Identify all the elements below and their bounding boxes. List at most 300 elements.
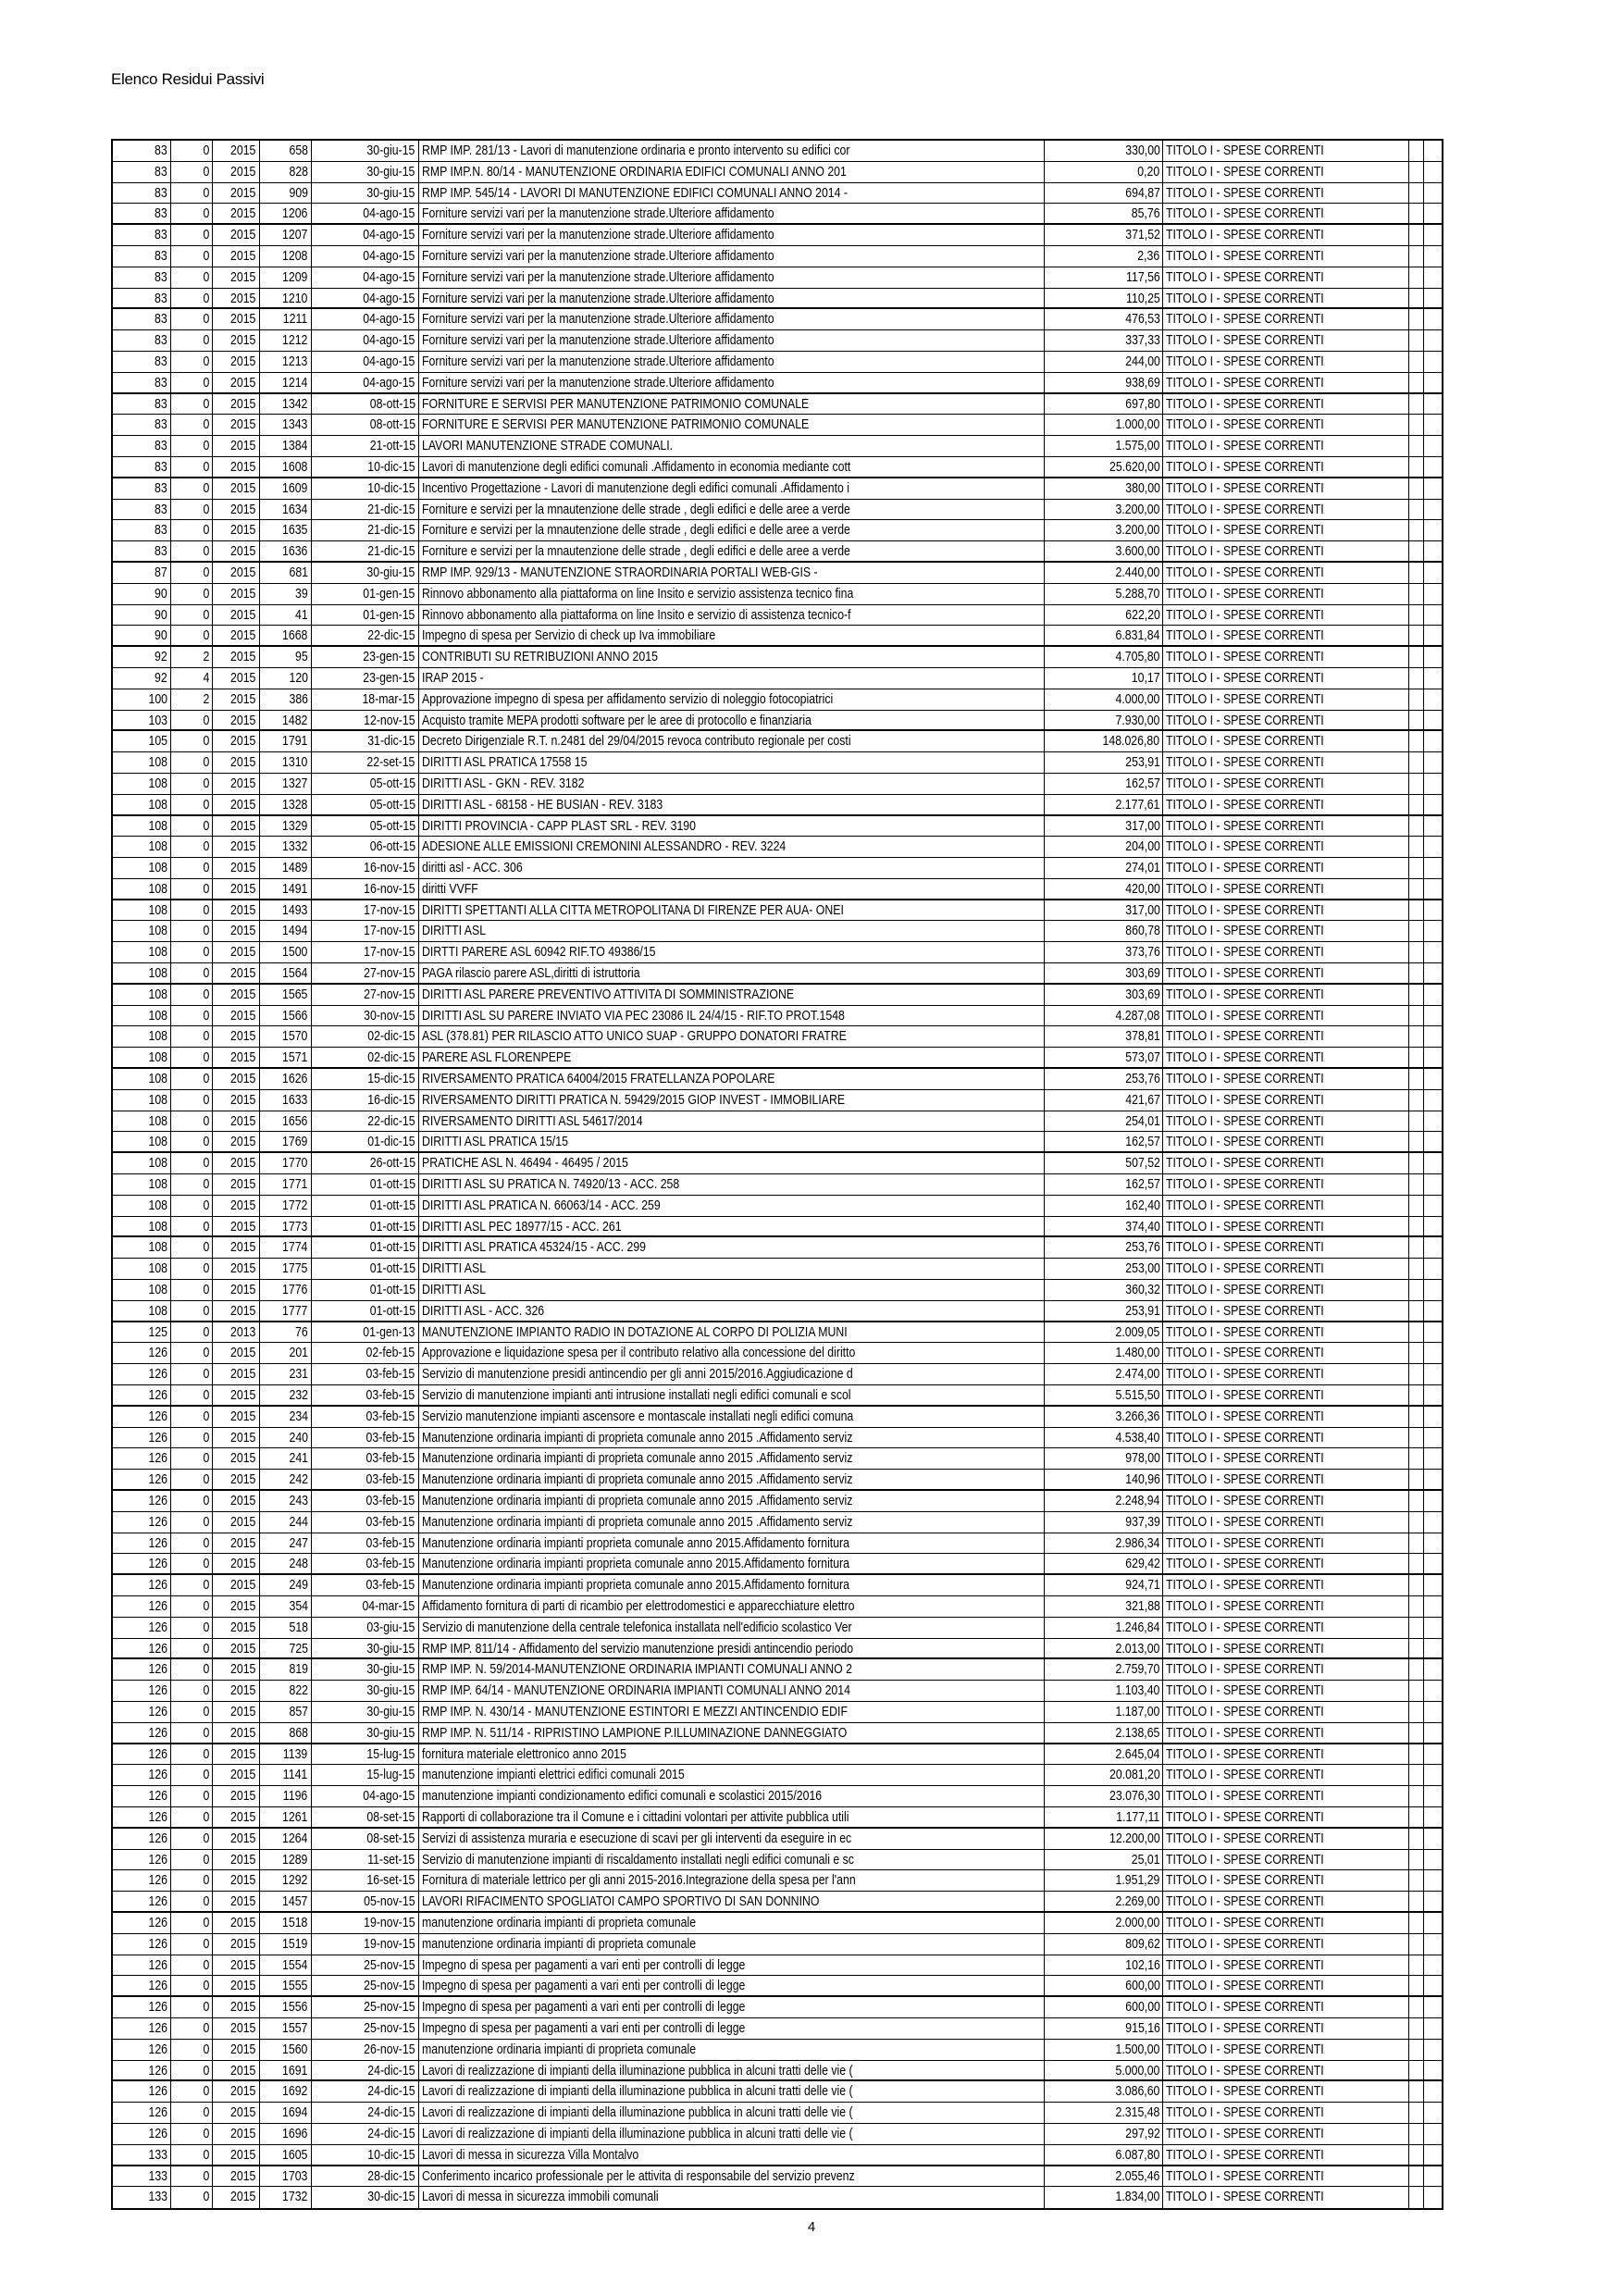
capitolo-cell: 83 (113, 394, 171, 415)
empty-cell (1409, 1639, 1424, 1658)
numero-cell: 1656 (260, 1111, 312, 1132)
capitolo-cell: 126 (113, 1343, 171, 1363)
empty-cell (1424, 2145, 1442, 2165)
descrizione-cell: DIRITTI ASL (419, 1259, 1045, 1279)
empty-cell (1409, 183, 1424, 204)
articolo-cell: 0 (171, 162, 213, 182)
table-row (113, 2187, 1442, 2208)
articolo-cell: 0 (171, 1153, 213, 1173)
articolo-cell: 0 (171, 1026, 213, 1047)
empty-cell (1409, 1280, 1424, 1300)
titolo-cell: TITOLO I - SPESE CORRENTI (1163, 752, 1409, 773)
anno-cell: 2015 (213, 1196, 260, 1216)
articolo-cell: 0 (171, 246, 213, 267)
data-cell: 16-nov-15 (312, 879, 419, 899)
articolo-cell: 0 (171, 225, 213, 245)
titolo-cell: TITOLO I - SPESE CORRENTI (1163, 795, 1409, 814)
table-row (113, 478, 1442, 500)
empty-cell (1424, 963, 1442, 983)
descrizione-cell: Forniture servizi vari per la manutenzione strade.Ulteriore affidamento (419, 309, 1045, 329)
table-row (113, 289, 1442, 310)
importo-cell: 6.831,84 (1045, 626, 1164, 645)
empty-cell (1424, 1807, 1442, 1827)
descrizione-cell: Servizio manutenzione impianti ascensore e montascale installati negli edifici comuna (419, 1407, 1045, 1427)
descrizione-cell: RMP IMP. N. 430/14 - MANUTENZIONE ESTINTORI E MEZZI ANTINCENDIO EDIF (419, 1702, 1045, 1722)
data-cell: 01-gen-15 (312, 584, 419, 604)
table-row (113, 942, 1442, 963)
anno-cell: 2015 (213, 225, 260, 245)
importo-cell: 938,69 (1045, 373, 1164, 392)
descrizione-cell: DIRITTI ASL - GKN - REV. 3182 (419, 774, 1045, 794)
empty-cell (1409, 1744, 1424, 1765)
titolo-cell: TITOLO I - SPESE CORRENTI (1163, 1892, 1409, 1911)
anno-cell: 2015 (213, 1090, 260, 1111)
capitolo-cell: 108 (113, 1153, 171, 1173)
descrizione-cell: Lavori di realizzazione di impianti della illuminazione pubblica in alcuni tratti delle vie ( (419, 2124, 1045, 2144)
importo-cell: 1.103,40 (1045, 1681, 1164, 1701)
data-cell: 30-nov-15 (312, 1006, 419, 1026)
capitolo-cell: 83 (113, 330, 171, 351)
anno-cell: 2015 (213, 689, 260, 710)
data-cell: 03-feb-15 (312, 1470, 419, 1489)
empty-cell (1424, 204, 1442, 223)
table-row (113, 415, 1442, 436)
numero-cell: 1771 (260, 1174, 312, 1195)
empty-cell (1409, 541, 1424, 561)
anno-cell: 2015 (213, 1280, 260, 1300)
capitolo-cell: 126 (113, 1385, 171, 1405)
empty-cell (1424, 731, 1442, 751)
importo-cell: 860,78 (1045, 921, 1164, 941)
empty-cell (1424, 921, 1442, 941)
capitolo-cell: 126 (113, 1407, 171, 1427)
articolo-cell: 0 (171, 2145, 213, 2165)
empty-cell (1409, 647, 1424, 667)
capitolo-cell: 100 (113, 689, 171, 710)
empty-cell (1409, 942, 1424, 962)
numero-cell: 76 (260, 1322, 312, 1343)
numero-cell: 1571 (260, 1048, 312, 1067)
table-row (113, 162, 1442, 183)
articolo-cell: 0 (171, 2103, 213, 2123)
articolo-cell: 0 (171, 752, 213, 773)
numero-cell: 1636 (260, 541, 312, 561)
empty-cell (1409, 1850, 1424, 1870)
articolo-cell: 0 (171, 1343, 213, 1363)
table-row (113, 1744, 1442, 1766)
importo-cell: 25.620,00 (1045, 457, 1164, 477)
data-cell: 24-dic-15 (312, 2124, 419, 2144)
empty-cell (1409, 858, 1424, 878)
table-row (113, 626, 1442, 647)
descrizione-cell: Manutenzione ordinaria impianti di proprieta comunale anno 2015 .Affidamento serviz (419, 1512, 1045, 1533)
articolo-cell: 0 (171, 711, 213, 730)
titolo-cell: TITOLO I - SPESE CORRENTI (1163, 1237, 1409, 1258)
importo-cell: 1.575,00 (1045, 436, 1164, 456)
anno-cell: 2015 (213, 1153, 260, 1173)
numero-cell: 1214 (260, 373, 312, 392)
numero-cell: 1770 (260, 1153, 312, 1173)
capitolo-cell: 108 (113, 774, 171, 794)
descrizione-cell: Forniture e servizi per la mnautenzione delle strade , degli edifici e delle aree a verde (419, 520, 1045, 540)
table-row (113, 1196, 1442, 1217)
importo-cell: 162,40 (1045, 1196, 1164, 1216)
titolo-cell: TITOLO I - SPESE CORRENTI (1163, 246, 1409, 267)
anno-cell: 2015 (213, 1448, 260, 1469)
importo-cell: 253,76 (1045, 1069, 1164, 1089)
capitolo-cell: 108 (113, 1301, 171, 1321)
descrizione-cell: DIRITTI ASL SU PRATICA N. 74920/13 - ACC. 258 (419, 1174, 1045, 1195)
empty-cell (1424, 330, 1442, 351)
numero-cell: 240 (260, 1428, 312, 1448)
anno-cell: 2015 (213, 1533, 260, 1554)
table-row (113, 520, 1442, 541)
importo-cell: 297,92 (1045, 2124, 1164, 2144)
empty-cell (1424, 415, 1442, 435)
data-cell: 30-giu-15 (312, 563, 419, 583)
table-row (113, 1090, 1442, 1111)
anno-cell: 2015 (213, 1681, 260, 1701)
empty-cell (1409, 436, 1424, 456)
articolo-cell: 0 (171, 1870, 213, 1891)
empty-cell (1409, 1723, 1424, 1743)
numero-cell: 1457 (260, 1892, 312, 1911)
anno-cell: 2015 (213, 204, 260, 223)
table-row (113, 2081, 1442, 2103)
empty-cell (1409, 1702, 1424, 1722)
capitolo-cell: 108 (113, 1048, 171, 1067)
importo-cell: 600,00 (1045, 1997, 1164, 2017)
table-row (113, 816, 1442, 838)
numero-cell: 1775 (260, 1259, 312, 1279)
table-row (113, 2018, 1442, 2040)
anno-cell: 2015 (213, 1829, 260, 1849)
table-row (113, 1955, 1442, 1977)
data-cell: 21-dic-15 (312, 520, 419, 540)
importo-cell: 6.087,80 (1045, 2145, 1164, 2165)
articolo-cell: 0 (171, 985, 213, 1005)
importo-cell: 2.000,00 (1045, 1913, 1164, 1933)
empty-cell (1424, 605, 1442, 626)
titolo-cell: TITOLO I - SPESE CORRENTI (1163, 2018, 1409, 2039)
importo-cell: 374,40 (1045, 1217, 1164, 1236)
importo-cell: 204,00 (1045, 837, 1164, 857)
anno-cell: 2015 (213, 246, 260, 267)
data-cell: 04-ago-15 (312, 267, 419, 288)
capitolo-cell: 108 (113, 1174, 171, 1195)
anno-cell: 2015 (213, 520, 260, 540)
articolo-cell: 0 (171, 2081, 213, 2102)
capitolo-cell: 108 (113, 1237, 171, 1258)
numero-cell: 120 (260, 668, 312, 689)
titolo-cell: TITOLO I - SPESE CORRENTI (1163, 162, 1409, 182)
numero-cell: 1555 (260, 1976, 312, 1995)
numero-cell: 1691 (260, 2061, 312, 2080)
anno-cell: 2015 (213, 1955, 260, 1976)
empty-cell (1424, 1659, 1442, 1680)
descrizione-cell: IRAP 2015 - (419, 668, 1045, 689)
numero-cell: 518 (260, 1618, 312, 1638)
importo-cell: 1.834,00 (1045, 2187, 1164, 2208)
data-cell: 23-gen-15 (312, 647, 419, 667)
titolo-cell: TITOLO I - SPESE CORRENTI (1163, 267, 1409, 288)
data-cell: 03-feb-15 (312, 1407, 419, 1427)
anno-cell: 2015 (213, 1976, 260, 1995)
titolo-cell: TITOLO I - SPESE CORRENTI (1163, 500, 1409, 520)
numero-cell: 39 (260, 584, 312, 604)
empty-cell (1424, 1069, 1442, 1089)
empty-cell (1424, 1892, 1442, 1911)
table-row (113, 1618, 1442, 1639)
empty-cell (1424, 162, 1442, 182)
data-cell: 05-nov-15 (312, 1892, 419, 1911)
empty-cell (1409, 1006, 1424, 1026)
descrizione-cell: Manutenzione ordinaria impianti di proprieta comunale anno 2015 .Affidamento serviz (419, 1448, 1045, 1469)
importo-cell: 3.086,60 (1045, 2081, 1164, 2102)
data-cell: 03-feb-15 (312, 1448, 419, 1469)
anno-cell: 2015 (213, 711, 260, 730)
capitolo-cell: 126 (113, 1997, 171, 2017)
numero-cell: 1494 (260, 921, 312, 941)
table-row (113, 795, 1442, 816)
descrizione-cell: DIRITTI ASL PRATICA N. 66063/14 - ACC. 259 (419, 1196, 1045, 1216)
empty-cell (1409, 1407, 1424, 1427)
numero-cell: 1554 (260, 1955, 312, 1976)
data-cell: 02-feb-15 (312, 1343, 419, 1363)
numero-cell: 1564 (260, 963, 312, 983)
numero-cell: 1635 (260, 520, 312, 540)
descrizione-cell: RMP IMP. 811/14 - Affidamento del servizio manutenzione presidi antincendio periodo (419, 1639, 1045, 1658)
capitolo-cell: 90 (113, 584, 171, 604)
table-row (113, 2124, 1442, 2145)
numero-cell: 1310 (260, 752, 312, 773)
empty-cell (1424, 1870, 1442, 1891)
descrizione-cell: Forniture servizi vari per la manutenzione strade.Ulteriore affidamento (419, 330, 1045, 351)
anno-cell: 2015 (213, 1026, 260, 1047)
empty-cell (1424, 1913, 1442, 1933)
titolo-cell: TITOLO I - SPESE CORRENTI (1163, 816, 1409, 837)
descrizione-cell: RIVERSAMENTO DIRITTI PRATICA N. 59429/2015 GIOP INVEST - IMMOBILIARE (419, 1090, 1045, 1111)
capitolo-cell: 126 (113, 1955, 171, 1976)
capitolo-cell: 103 (113, 711, 171, 730)
numero-cell: 247 (260, 1533, 312, 1554)
empty-cell (1409, 289, 1424, 308)
empty-cell (1409, 141, 1424, 161)
titolo-cell: TITOLO I - SPESE CORRENTI (1163, 647, 1409, 667)
titolo-cell: TITOLO I - SPESE CORRENTI (1163, 1659, 1409, 1680)
data-cell: 18-mar-15 (312, 689, 419, 710)
descrizione-cell: Fornitura di materiale lettrico per gli anni 2015-2016.Integrazione della spesa per l'ann (419, 1870, 1045, 1891)
data-cell: 30-giu-15 (312, 1639, 419, 1658)
titolo-cell: TITOLO I - SPESE CORRENTI (1163, 1533, 1409, 1554)
data-cell: 26-ott-15 (312, 1153, 419, 1173)
empty-cell (1409, 1913, 1424, 1933)
empty-cell (1424, 858, 1442, 878)
numero-cell: 1518 (260, 1913, 312, 1933)
empty-cell (1409, 1385, 1424, 1405)
empty-cell (1424, 1111, 1442, 1132)
numero-cell: 1327 (260, 774, 312, 794)
articolo-cell: 0 (171, 1997, 213, 2017)
descrizione-cell: Servizio di manutenzione della centrale telefonica installata nell'edificio scolastico Ver (419, 1618, 1045, 1638)
titolo-cell: TITOLO I - SPESE CORRENTI (1163, 668, 1409, 689)
empty-cell (1424, 225, 1442, 245)
importo-cell: 317,00 (1045, 900, 1164, 921)
descrizione-cell: FORNITURE E SERVISI PER MANUTENZIONE PATRIMONIO COMUNALE (419, 415, 1045, 435)
numero-cell: 1264 (260, 1829, 312, 1849)
titolo-cell: TITOLO I - SPESE CORRENTI (1163, 731, 1409, 751)
titolo-cell: TITOLO I - SPESE CORRENTI (1163, 1196, 1409, 1216)
articolo-cell: 0 (171, 584, 213, 604)
data-cell: 01-ott-15 (312, 1301, 419, 1321)
data-cell: 30-giu-15 (312, 1659, 419, 1680)
empty-cell (1424, 1090, 1442, 1111)
descrizione-cell: DIRITTI ASL PRATICA 45324/15 - ACC. 299 (419, 1237, 1045, 1258)
empty-cell (1409, 1681, 1424, 1701)
titolo-cell: TITOLO I - SPESE CORRENTI (1163, 563, 1409, 583)
importo-cell: 0,20 (1045, 162, 1164, 182)
importo-cell: 162,57 (1045, 774, 1164, 794)
data-cell: 16-nov-15 (312, 858, 419, 878)
descrizione-cell: Servizio di manutenzione impianti di riscaldamento installati negli edifici comunali e sc (419, 1850, 1045, 1870)
data-cell: 24-dic-15 (312, 2081, 419, 2102)
articolo-cell: 0 (171, 1596, 213, 1617)
document-title: Elenco Residui Passivi (111, 70, 265, 88)
anno-cell: 2015 (213, 731, 260, 751)
importo-cell: 254,01 (1045, 1111, 1164, 1132)
titolo-cell: TITOLO I - SPESE CORRENTI (1163, 309, 1409, 329)
importo-cell: 117,56 (1045, 267, 1164, 288)
empty-cell (1409, 457, 1424, 477)
empty-cell (1424, 1428, 1442, 1448)
descrizione-cell: manutenzione impianti elettrici edifici comunali 2015 (419, 1765, 1045, 1785)
numero-cell: 1332 (260, 837, 312, 857)
empty-cell (1424, 2187, 1442, 2208)
articolo-cell: 2 (171, 689, 213, 710)
importo-cell: 1.177,11 (1045, 1807, 1164, 1827)
anno-cell: 2015 (213, 1259, 260, 1279)
articolo-cell: 0 (171, 1174, 213, 1195)
table-row (113, 373, 1442, 394)
anno-cell: 2015 (213, 921, 260, 941)
importo-cell: 1.951,29 (1045, 1870, 1164, 1891)
descrizione-cell: CONTRIBUTI SU RETRIBUZIONI ANNO 2015 (419, 647, 1045, 667)
articolo-cell: 0 (171, 2018, 213, 2039)
empty-cell (1409, 584, 1424, 604)
data-cell: 03-feb-15 (312, 1491, 419, 1511)
importo-cell: 360,32 (1045, 1280, 1164, 1300)
articolo-cell: 4 (171, 668, 213, 689)
importo-cell: 694,87 (1045, 183, 1164, 204)
anno-cell: 2015 (213, 774, 260, 794)
table-row (113, 330, 1442, 352)
anno-cell: 2015 (213, 1702, 260, 1722)
empty-cell (1424, 1596, 1442, 1617)
importo-cell: 162,57 (1045, 1174, 1164, 1195)
titolo-cell: TITOLO I - SPESE CORRENTI (1163, 457, 1409, 477)
articolo-cell: 0 (171, 1111, 213, 1132)
empty-cell (1409, 1217, 1424, 1236)
empty-cell (1409, 563, 1424, 583)
articolo-cell: 0 (171, 795, 213, 814)
numero-cell: 232 (260, 1385, 312, 1405)
capitolo-cell: 126 (113, 1765, 171, 1785)
anno-cell: 2015 (213, 1111, 260, 1132)
table-row (113, 563, 1442, 584)
table-row (113, 1385, 1442, 1407)
articolo-cell: 0 (171, 1850, 213, 1870)
importo-cell: 253,91 (1045, 752, 1164, 773)
articolo-cell: 0 (171, 1681, 213, 1701)
empty-cell (1424, 1997, 1442, 2017)
data-cell: 30-dic-15 (312, 2187, 419, 2208)
anno-cell: 2015 (213, 2145, 260, 2165)
data-cell: 30-giu-15 (312, 1681, 419, 1701)
empty-cell (1424, 478, 1442, 499)
table-row (113, 1512, 1442, 1533)
table-row (113, 1470, 1442, 1491)
descrizione-cell: fornitura materiale elettronico anno 2015 (419, 1744, 1045, 1765)
anno-cell: 2015 (213, 1428, 260, 1448)
numero-cell: 1289 (260, 1850, 312, 1870)
articolo-cell: 0 (171, 1448, 213, 1469)
descrizione-cell: Impegno di spesa per Servizio di check up Iva immobiliare (419, 626, 1045, 645)
empty-cell (1409, 1090, 1424, 1111)
descrizione-cell: LAVORI RIFACIMENTO SPOGLIATOI CAMPO SPORTIVO DI SAN DONNINO (419, 1892, 1045, 1911)
capitolo-cell: 108 (113, 942, 171, 962)
articolo-cell: 0 (171, 1659, 213, 1680)
anno-cell: 2015 (213, 1850, 260, 1870)
anno-cell: 2015 (213, 2124, 260, 2144)
capitolo-cell: 126 (113, 1639, 171, 1658)
articolo-cell: 0 (171, 1934, 213, 1955)
importo-cell: 1.500,00 (1045, 2040, 1164, 2060)
table-row (113, 1913, 1442, 1934)
data-cell: 15-lug-15 (312, 1765, 419, 1785)
titolo-cell: TITOLO I - SPESE CORRENTI (1163, 858, 1409, 878)
anno-cell: 2015 (213, 1786, 260, 1806)
articolo-cell: 0 (171, 1554, 213, 1573)
anno-cell: 2015 (213, 1491, 260, 1511)
empty-cell (1424, 563, 1442, 583)
data-cell: 03-feb-15 (312, 1554, 419, 1573)
importo-cell: 85,76 (1045, 204, 1164, 223)
numero-cell: 1732 (260, 2187, 312, 2208)
importo-cell: 1.480,00 (1045, 1343, 1164, 1363)
empty-cell (1424, 584, 1442, 604)
table-row (113, 1997, 1442, 2018)
titolo-cell: TITOLO I - SPESE CORRENTI (1163, 1596, 1409, 1617)
data-cell: 08-set-15 (312, 1807, 419, 1827)
titolo-cell: TITOLO I - SPESE CORRENTI (1163, 942, 1409, 962)
titolo-cell: TITOLO I - SPESE CORRENTI (1163, 1470, 1409, 1489)
capitolo-cell: 126 (113, 1744, 171, 1765)
data-cell: 04-mar-15 (312, 1596, 419, 1617)
empty-cell (1424, 541, 1442, 561)
table-row (113, 1850, 1442, 1871)
articolo-cell: 0 (171, 2124, 213, 2144)
empty-cell (1424, 520, 1442, 540)
descrizione-cell: Rinnovo abbonamento alla piattaforma on line Insito e servizio di assistenza tecnico-f (419, 605, 1045, 626)
anno-cell: 2015 (213, 141, 260, 161)
descrizione-cell: Impegno di spesa per pagamenti a vari enti per controlli di legge (419, 1976, 1045, 1995)
empty-cell (1409, 204, 1424, 223)
empty-cell (1409, 1976, 1424, 1995)
empty-cell (1409, 1048, 1424, 1067)
titolo-cell: TITOLO I - SPESE CORRENTI (1163, 541, 1409, 561)
importo-cell: 20.081,20 (1045, 1765, 1164, 1785)
importo-cell: 2.645,04 (1045, 1744, 1164, 1765)
